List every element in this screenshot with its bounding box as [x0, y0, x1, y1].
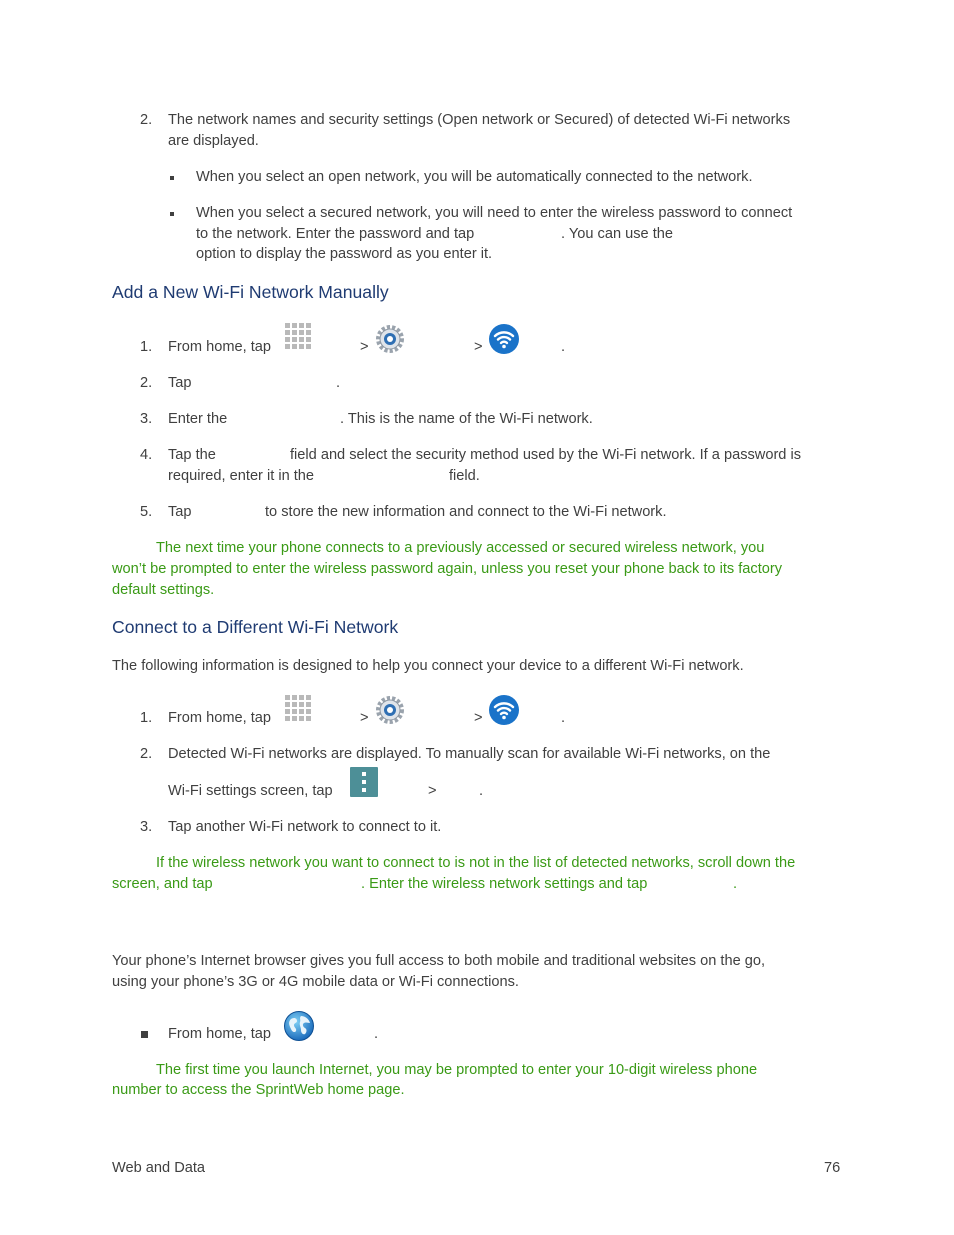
- note-text: .: [733, 876, 738, 892]
- intro-text: Your phone’s Internet browser gives you full access to both mobile and traditional websites on the go,: [112, 953, 766, 969]
- note-text: If the wireless network you want to connect to is not in the list of detected networks, scroll down the: [156, 855, 796, 871]
- bullet-text: . You can use the: [561, 226, 673, 242]
- section-heading: Connect to a Different Wi-Fi Network: [112, 617, 399, 637]
- step-number: 4.: [140, 447, 153, 463]
- note-text: default settings.: [112, 582, 215, 598]
- step-text: Tap: [168, 375, 192, 391]
- step-text: Tap the: [168, 447, 216, 463]
- note-text: The next time your phone connects to a previously accessed or secured wireless network, you: [156, 540, 765, 556]
- step-number: 3.: [140, 819, 153, 835]
- step-text: From home, tap: [168, 339, 272, 355]
- wifi-icon: [488, 323, 520, 355]
- wifi-icon: [488, 694, 520, 726]
- separator: >: [474, 710, 483, 726]
- separator: >: [428, 783, 437, 799]
- step-number: 2.: [140, 746, 153, 762]
- sentence-end: .: [561, 339, 566, 355]
- intro-text: The following information is designed to help you connect your device to a different Wi-Fi network.: [112, 658, 744, 674]
- separator: >: [360, 710, 369, 726]
- settings-gear-icon: [375, 324, 405, 354]
- bullet-marker: [170, 212, 174, 216]
- section-heading: Add a New Wi-Fi Network Manually: [112, 282, 389, 302]
- step-text: Tap: [168, 504, 192, 520]
- sentence-end: .: [374, 1026, 379, 1042]
- bullet-text: option to display the password as you enter it.: [196, 246, 493, 262]
- step-number: 5.: [140, 504, 153, 520]
- footer-section-title: Web and Data: [112, 1160, 206, 1176]
- step-number: 2.: [140, 112, 153, 128]
- note-text: won’t be prompted to enter the wireless password again, unless you reset your phone back to its factory: [112, 561, 783, 577]
- step-text: required, enter it in the: [168, 468, 315, 484]
- note-text: . Enter the wireless network settings and tap: [361, 876, 648, 892]
- step-text: Enter the: [168, 411, 228, 427]
- note-text: The first time you launch Internet, you may be prompted to enter your 10-digit wireless phone: [156, 1062, 758, 1078]
- step-number: 3.: [140, 411, 153, 427]
- bullet-text: From home, tap: [168, 1026, 272, 1042]
- settings-gear-icon: [375, 695, 405, 725]
- step-text: Wi-Fi settings screen, tap: [168, 783, 333, 799]
- internet-globe-icon: [283, 1010, 315, 1042]
- step-text: The network names and security settings (Open network or Secured) of detected Wi-Fi networks: [168, 112, 791, 128]
- bullet-marker: [170, 176, 174, 180]
- separator: >: [474, 339, 483, 355]
- bullet-marker: [141, 1031, 148, 1038]
- step-text: . This is the name of the Wi-Fi network.: [340, 411, 593, 427]
- step-text: are displayed.: [168, 133, 259, 149]
- step-text: field and select the security method used by the Wi-Fi network. If a password is: [290, 447, 802, 463]
- step-text: to store the new information and connect to the Wi-Fi network.: [265, 504, 667, 520]
- step-text: field.: [449, 468, 480, 484]
- step-text: Detected Wi-Fi networks are displayed. To manually scan for available Wi-Fi networks, on the: [168, 746, 771, 762]
- step-text: From home, tap: [168, 710, 272, 726]
- note-text: number to access the SprintWeb home page.: [112, 1082, 405, 1098]
- apps-grid-icon: [284, 322, 314, 352]
- step-number: 1.: [140, 710, 153, 726]
- more-options-icon: [350, 767, 378, 797]
- bullet-text: When you select a secured network, you will need to enter the wireless password to connect: [196, 205, 793, 221]
- page-number: 76: [824, 1160, 841, 1176]
- intro-text: using your phone’s 3G or 4G mobile data or Wi-Fi connections.: [112, 974, 519, 990]
- step-number: 1.: [140, 339, 153, 355]
- step-number: 2.: [140, 375, 153, 391]
- bullet-text: When you select an open network, you will be automatically connected to the network.: [196, 169, 753, 185]
- sentence-end: .: [479, 783, 484, 799]
- sentence-end: .: [336, 375, 341, 391]
- step-text: Tap another Wi-Fi network to connect to it.: [168, 819, 442, 835]
- separator: >: [360, 339, 369, 355]
- apps-grid-icon: [284, 694, 314, 724]
- sentence-end: .: [561, 710, 566, 726]
- bullet-text: to the network. Enter the password and tap: [196, 226, 475, 242]
- note-text: screen, and tap: [112, 876, 213, 892]
